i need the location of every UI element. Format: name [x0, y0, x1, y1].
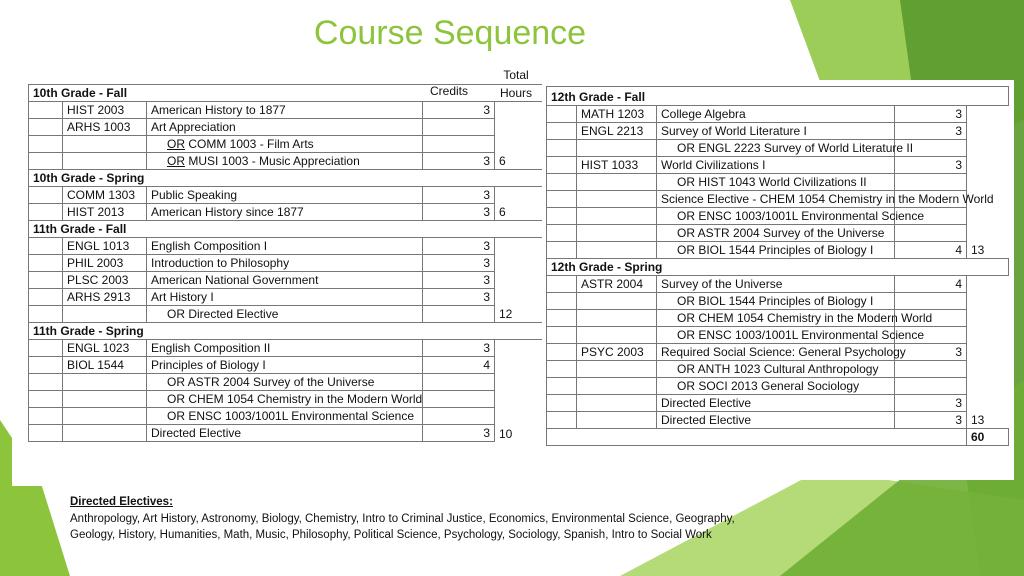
course-title: OR BIOL 1544 Principles of Biology I: [657, 242, 895, 259]
left-course-table: [28, 84, 548, 442]
total-hours: [495, 391, 549, 408]
or-label: OR: [167, 154, 185, 168]
course-code: PSYC 2003: [577, 344, 657, 361]
total-hours: 12: [499, 306, 513, 321]
table-row: [547, 293, 1009, 310]
course-title: OR BIOL 1544 Principles of Biology I: [657, 293, 895, 310]
total-hours: [495, 119, 549, 136]
total-hours: [967, 140, 1009, 157]
course-code: ENGL 1013: [63, 238, 147, 255]
table-row: [29, 204, 549, 221]
course-code: [63, 408, 147, 425]
course-credits: 3: [895, 344, 967, 361]
course-code: [577, 191, 657, 208]
total-hours: [967, 123, 1009, 140]
grand-total-row: [547, 429, 1009, 446]
course-code: HIST 2003: [63, 102, 147, 119]
course-title: OR ASTR 2004 Survey of the Universe: [657, 225, 895, 242]
course-code: [577, 327, 657, 344]
table-row: [547, 191, 1009, 208]
total-hours: [967, 327, 1009, 344]
course-credits: [895, 225, 967, 242]
table-row: [547, 208, 1009, 225]
total-hours: [495, 408, 549, 425]
table-row: [29, 306, 549, 323]
course-code: HIST 1033: [577, 157, 657, 174]
total-hours: [967, 395, 1009, 412]
course-title-alt: [147, 136, 423, 153]
notes-heading: Directed Electives:: [70, 496, 173, 508]
semester-header: [547, 87, 1009, 106]
course-credits: 3: [895, 123, 967, 140]
total-hours: [495, 187, 549, 204]
total-hours: [495, 136, 549, 153]
table-row: [547, 225, 1009, 242]
course-title: OR SOCI 2013 General Sociology: [657, 378, 895, 395]
table-row: [29, 187, 549, 204]
course-title: Required Social Science: General Psychology: [657, 344, 895, 361]
table-row: [29, 408, 549, 425]
course-code: MATH 1203: [577, 106, 657, 123]
table-row: [29, 102, 549, 119]
course-title: COMM 1003 - Film Arts: [185, 137, 314, 151]
course-credits: [423, 136, 495, 153]
course-code: [577, 225, 657, 242]
course-title: OR ENSC 1003/1001L Environmental Science: [657, 327, 895, 344]
table-row: [29, 153, 549, 170]
table-row: [29, 238, 549, 255]
total-hours: [495, 357, 549, 374]
total-hours: 13: [971, 412, 985, 427]
semester-title: 12th Grade - Fall: [547, 87, 1009, 106]
table-row: [547, 310, 1009, 327]
total-hours: 6: [499, 204, 506, 219]
course-credits: 3: [423, 255, 495, 272]
table-row: [547, 361, 1009, 378]
course-title: OR HIST 1043 World Civilizations II: [657, 174, 895, 191]
table-row: [547, 327, 1009, 344]
semester-header: [29, 170, 549, 187]
total-hours: [967, 344, 1009, 361]
or-label: OR: [167, 137, 185, 151]
course-title: American History to 1877: [147, 102, 423, 119]
course-credits: 3: [423, 425, 495, 442]
course-credits: [423, 408, 495, 425]
course-credits: 3: [423, 272, 495, 289]
course-credits: [895, 174, 967, 191]
course-credits: 3: [423, 187, 495, 204]
total-hours: [967, 225, 1009, 242]
course-code: [63, 374, 147, 391]
total-hours: [967, 174, 1009, 191]
course-title: World Civilizations I: [657, 157, 895, 174]
course-code: ENGL 2213: [577, 123, 657, 140]
course-credits: 3: [423, 289, 495, 306]
total-hours: [495, 272, 549, 289]
course-title: Survey of World Literature I: [657, 123, 895, 140]
course-title: OR Directed Elective: [147, 306, 423, 323]
course-code: PHIL 2003: [63, 255, 147, 272]
course-title: OR ASTR 2004 Survey of the Universe: [147, 374, 423, 391]
course-credits: 3: [423, 204, 495, 221]
course-code: COMM 1303: [63, 187, 147, 204]
total-header-line2: Hours: [500, 86, 533, 100]
semester-header: [29, 221, 549, 238]
right-course-table: [546, 86, 1008, 446]
course-title: OR ANTH 1023 Cultural Anthropology: [657, 361, 895, 378]
course-code: [577, 310, 657, 327]
total-header-line1: Total: [503, 68, 529, 82]
table-row: [29, 425, 549, 442]
total-hours: [495, 102, 549, 119]
semester-title: 12th Grade - Spring: [547, 259, 1009, 276]
course-credits: 3: [895, 106, 967, 123]
course-code: [577, 140, 657, 157]
course-title: Introduction to Philosophy: [147, 255, 423, 272]
table-row: [547, 174, 1009, 191]
course-credits: 4: [895, 242, 967, 259]
table-row: [547, 276, 1009, 293]
total-hours: 6: [499, 153, 506, 168]
total-hours: 13: [971, 242, 985, 257]
table-row: [547, 140, 1009, 157]
course-title: Directed Elective: [147, 425, 423, 442]
table-row: [547, 157, 1009, 174]
notes-text: Anthropology, Art History, Astronomy, Biology, Chemistry, Intro to Criminal Justice, Economics, Environmental Science, Geography, Geology, History, Humanities, Math, Music, Philosophy, Political Science, Psychology, Sociology, Spanish, Intro to Social Work: [70, 512, 735, 541]
semester-header: [547, 259, 1009, 276]
course-title: Principles of Biology I: [147, 357, 423, 374]
total-hours: [967, 293, 1009, 310]
course-credits: 3: [423, 153, 495, 170]
course-credits: [423, 391, 495, 408]
total-hours: [495, 340, 549, 357]
table-row: [29, 119, 549, 136]
total-hours: [967, 361, 1009, 378]
course-code: ARHS 2913: [63, 289, 147, 306]
semester-header: [29, 85, 549, 102]
table-row: [547, 395, 1009, 412]
course-credits: 3: [895, 157, 967, 174]
table-row: [547, 242, 1009, 259]
right-table: [546, 86, 1009, 446]
course-credits: 4: [423, 357, 495, 374]
course-title: Art Appreciation: [147, 119, 423, 136]
course-credits: 3: [423, 102, 495, 119]
course-title: Art History I: [147, 289, 423, 306]
total-hours: [967, 378, 1009, 395]
course-code: ASTR 2004: [577, 276, 657, 293]
course-title: OR ENSC 1003/1001L Environmental Science: [147, 408, 423, 425]
course-credits: [895, 293, 967, 310]
course-code: HIST 2013: [63, 204, 147, 221]
course-credits: 3: [423, 238, 495, 255]
course-code: [577, 174, 657, 191]
course-title: Public Speaking: [147, 187, 423, 204]
course-credits: 3: [423, 340, 495, 357]
total-hours: [495, 289, 549, 306]
semester-title: 10th Grade - Fall: [29, 85, 549, 102]
course-code: [63, 425, 147, 442]
total-hours: [967, 106, 1009, 123]
course-title: Directed Elective: [657, 412, 895, 429]
course-code: [63, 306, 147, 323]
course-code: [577, 378, 657, 395]
course-code: [577, 361, 657, 378]
table-row: [29, 340, 549, 357]
table-row: [29, 255, 549, 272]
directed-electives-note: [70, 494, 770, 544]
grand-total: 60: [967, 429, 1009, 446]
course-title: American History since 1877: [147, 204, 423, 221]
table-row: [29, 136, 549, 153]
table-row: [547, 106, 1009, 123]
table-row: [29, 272, 549, 289]
course-title: American National Government: [147, 272, 423, 289]
course-code: [577, 208, 657, 225]
course-code: [63, 391, 147, 408]
course-credits: [423, 306, 495, 323]
semester-title: 11th Grade - Fall: [29, 221, 549, 238]
course-code: ENGL 1023: [63, 340, 147, 357]
course-title: OR ENGL 2223 Survey of World Literature II: [657, 140, 895, 157]
total-hours: [495, 374, 549, 391]
course-title: Directed Elective: [657, 395, 895, 412]
course-title: OR CHEM 1054 Chemistry in the Modern World: [147, 391, 423, 408]
course-code: [577, 412, 657, 429]
total-hours: [967, 157, 1009, 174]
course-title: Science Elective - CHEM 1054 Chemistry in the Modern World: [657, 191, 895, 208]
course-title: College Algebra: [657, 106, 895, 123]
course-code: ARHS 1003: [63, 119, 147, 136]
table-row: [29, 374, 549, 391]
course-code: [577, 395, 657, 412]
course-credits: [895, 361, 967, 378]
course-credits: [895, 378, 967, 395]
table-row: [29, 357, 549, 374]
course-title: OR CHEM 1054 Chemistry in the Modern World: [657, 310, 895, 327]
course-credits: 3: [895, 395, 967, 412]
course-code: PLSC 2003: [63, 272, 147, 289]
total-hours: [495, 255, 549, 272]
course-code: [577, 293, 657, 310]
course-title: OR ENSC 1003/1001L Environmental Science: [657, 208, 895, 225]
total-hours: [967, 310, 1009, 327]
course-title: English Composition I: [147, 238, 423, 255]
semester-header: [29, 323, 549, 340]
table-row: [547, 123, 1009, 140]
course-credits: [423, 119, 495, 136]
left-table: [28, 84, 549, 442]
course-credits: [423, 374, 495, 391]
total-hours: [967, 208, 1009, 225]
semester-title: 10th Grade - Spring: [29, 170, 549, 187]
table-row: [29, 289, 549, 306]
total-hours: 10: [499, 426, 513, 441]
page-title: Course Sequence: [313, 14, 587, 52]
course-code: BIOL 1544: [63, 357, 147, 374]
course-title: MUSI 1003 - Music Appreciation: [185, 154, 360, 168]
course-title: English Composition II: [147, 340, 423, 357]
table-row: [547, 344, 1009, 361]
total-hours: [967, 276, 1009, 293]
semester-title: 11th Grade - Spring: [29, 323, 549, 340]
course-title: Survey of the Universe: [657, 276, 895, 293]
course-code: [577, 242, 657, 259]
table-row: [29, 391, 549, 408]
course-credits: 4: [895, 276, 967, 293]
course-credits: 3: [895, 412, 967, 429]
total-hours: [495, 238, 549, 255]
course-title-alt: [147, 153, 423, 170]
table-row: [547, 378, 1009, 395]
credits-header: Credits: [430, 84, 469, 98]
table-row: [547, 412, 1009, 429]
